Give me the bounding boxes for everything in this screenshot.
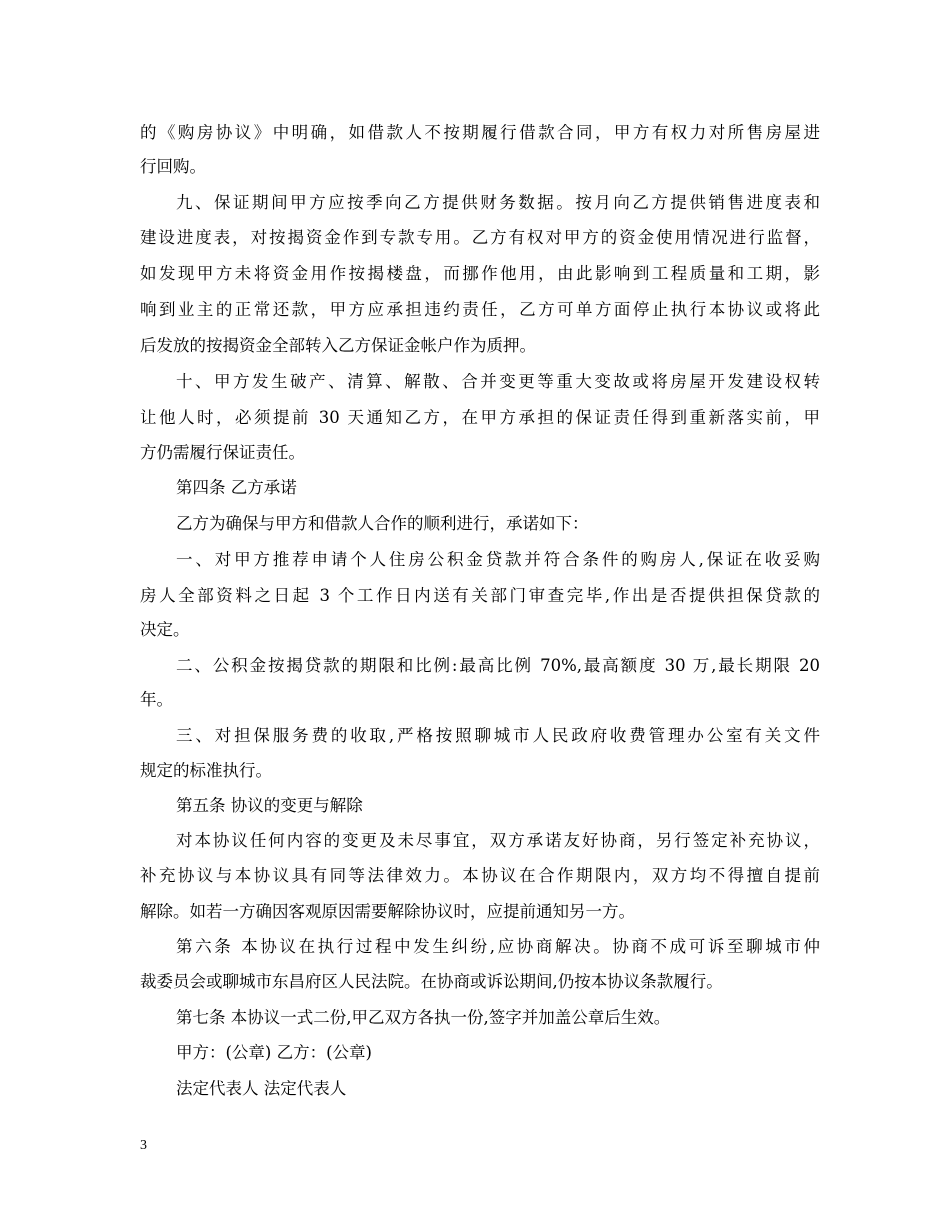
text-line: 裁委员会或聊城市东昌府区人民法院。在协商或诉讼期间,仍按本协议条款履行。	[140, 972, 723, 991]
text-line: 如发现甲方未将资金用作按揭楼盘，而挪作他用，由此影响到工程质量和工期，影	[140, 264, 820, 283]
text-line: 补充协议与本协议具有同等法律效力。本协议在合作期限内，双方均不得擅自提前	[140, 866, 820, 885]
text-line: 年。	[140, 690, 173, 709]
text-line: 十、甲方发生破产、清算、解散、合并变更等重大变故或将房屋开发建设权转	[176, 372, 820, 391]
page-number: 3	[140, 1138, 147, 1153]
signature-line: 法定代表人 法定代表人	[176, 1079, 347, 1098]
text-line: 响到业主的正常还款，甲方应承担违约责任，乙方可单方面停止执行本协议或将此	[140, 300, 820, 319]
text-line: 规定的标准执行。	[140, 761, 272, 780]
text-line: 决定。	[140, 620, 190, 639]
text-line: 解除。如若一方确因客观原因需要解除协议时，应提前通知另一方。	[140, 902, 635, 921]
text-line: 三、对担保服务费的收取,严格按照聊城市人民政府收费管理办公室有关文件	[176, 726, 820, 745]
text-line: 方仍需履行保证责任。	[140, 443, 305, 462]
signature-line: 甲方：(公章) 乙方：(公章)	[176, 1043, 372, 1062]
text-line: 九、保证期间甲方应按季向乙方提供财务数据。按月向乙方提供销售进度表和	[176, 193, 820, 212]
text-line: 第七条 本协议一式二份,甲乙双方各执一份,签字并加盖公章后生效。	[176, 1008, 671, 1027]
section-heading: 第四条 乙方承诺	[176, 478, 297, 497]
text-line: 第六条 本协议在执行过程中发生纠纷,应协商解决。协商不成可诉至聊城市仲	[176, 937, 820, 956]
text-line: 一、对甲方推荐申请个人住房公积金贷款并符合条件的购房人,保证在收妥购	[176, 550, 820, 569]
text-line: 二、公积金按揭贷款的期限和比例:最高比例 70%,最高额度 30 万,最长期限 20	[176, 656, 820, 675]
text-line: 后发放的按揭资金全部转入乙方保证金帐户作为质押。	[140, 336, 536, 355]
text-line: 行回购。	[140, 157, 206, 176]
section-heading: 第五条 协议的变更与解除	[176, 796, 363, 815]
text-line: 建设进度表，对按揭资金作到专款专用。乙方有权对甲方的资金使用情况进行监督，	[140, 228, 820, 247]
text-line: 让他人时，必须提前 30 天通知乙方，在甲方承担的保证责任得到重新落实前，甲	[140, 408, 820, 427]
text-line: 的《购房协议》中明确，如借款人不按期履行借款合同，甲方有权力对所售房屋进	[140, 123, 820, 142]
text-line: 乙方为确保与甲方和借款人合作的顺利进行，承诺如下：	[176, 514, 589, 533]
text-line: 对本协议任何内容的变更及未尽事宜，双方承诺友好协商，另行签定补充协议，	[176, 831, 820, 850]
text-line: 房人全部资料之日起 3 个工作日内送有关部门审查完毕,作出是否提供担保贷款的	[140, 586, 820, 605]
